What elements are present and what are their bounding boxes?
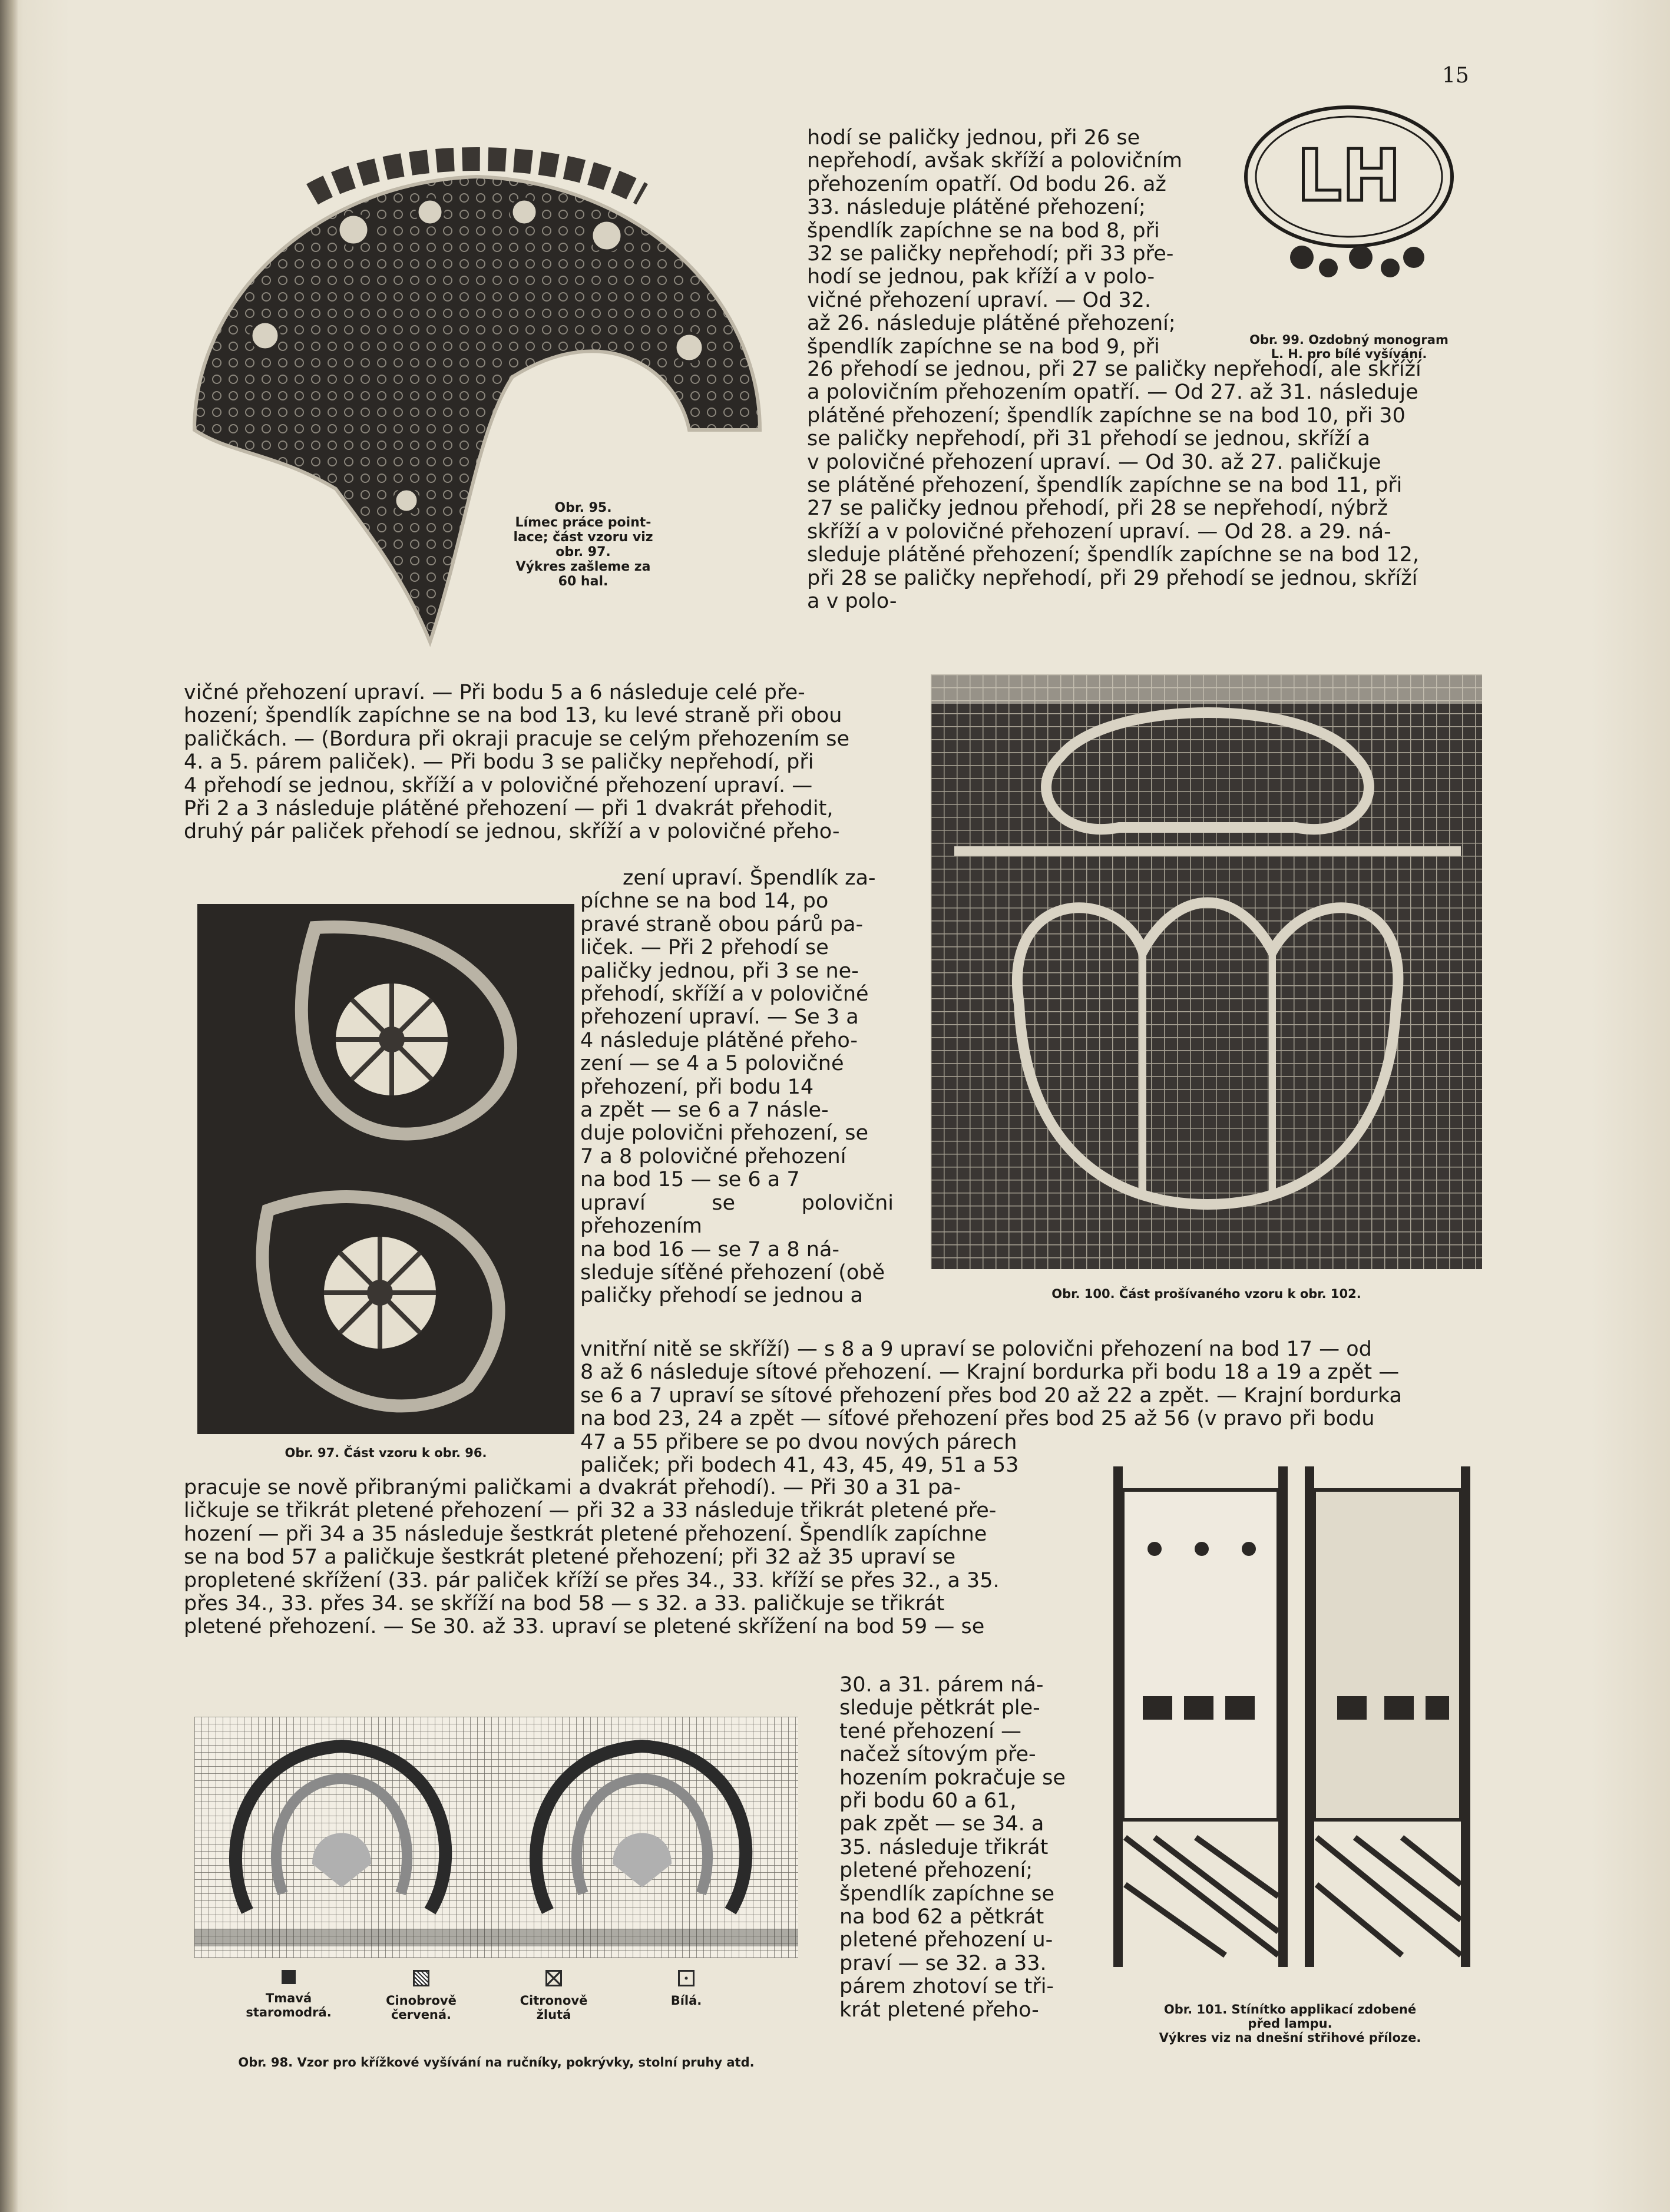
collar-illustration — [159, 124, 795, 660]
text-line: na bod 23, 24 a zpět — síťové přehození přes bod 25 až 56 (v pravo při bodu — [580, 1407, 1375, 1431]
text-line: sleduje pětkrát ple- — [839, 1696, 1040, 1720]
text-line: až 26. následuje plátěné přehození; — [807, 312, 1176, 336]
text-line: sleduje plátěné přehození; špendlík zapíchne se na bod 12, — [807, 543, 1419, 567]
text-line: ličkuje se třikrát pletené přehození — při 32 a 33 následuje třikrát pletené pře- — [184, 1499, 997, 1523]
legend-item-dark-blue — [244, 1970, 333, 2019]
text-line: na bod 16 — se 7 a 8 ná- — [580, 1237, 840, 1261]
text-line: 35. následuje třikrát — [839, 1835, 1049, 1859]
text-line: načež sítovým pře- — [839, 1743, 1036, 1767]
text-line: pak zpět — se 34. a — [839, 1812, 1044, 1836]
crossstitch-chart — [194, 1717, 798, 1958]
text-line: špendlík zapíchne se — [839, 1882, 1055, 1906]
text-line: přehození, při bodu 14 — [580, 1075, 814, 1099]
text-line: a polovičním přehozením opatří. — Od 27. až 31. následuje — [807, 380, 1418, 405]
legend-label: Tmavá staromodrá. — [246, 1991, 332, 2019]
text-column-narrow — [580, 867, 894, 1308]
text-line: upraví se polovični přehozením — [580, 1191, 894, 1239]
legend-swatch-icon — [678, 1970, 695, 1986]
embroidery-illustration — [931, 674, 1482, 1269]
text-line: propletené skřížení (33. pár paliček kříží se přes 34., 33. kříží se přes 32., a 35. — [184, 1568, 1000, 1592]
text-line: 33. následuje plátěné přehození; — [807, 196, 1146, 220]
text-line: paličkách. — (Bordura při okraji pracuje se celým přehozením se — [184, 727, 849, 751]
text-line: sleduje síťěné přehození (obě — [580, 1260, 885, 1284]
text-line: špendlík zapíchne se na bod 8, při — [807, 218, 1160, 243]
text-line: se na bod 57 a paličkuje šestkrát pletené přehození; při 32 až 35 upraví se — [184, 1545, 956, 1569]
text-line: pravé straně obou párů pa- — [580, 912, 864, 936]
text-line: přehození upraví. — Se 3 a — [580, 1005, 859, 1029]
caption-figure-95: Obr. 95. Límec práce point- lace; část vzoru viz obr. 97. Výkres zašleme za 60 hal. — [513, 501, 653, 589]
text-line: přehozením opatří. Od bodu 26. až — [807, 172, 1166, 196]
legend-label: Bílá. — [670, 1994, 702, 2008]
text-line: a v polo- — [807, 590, 897, 614]
text-line: Při 2 a 3 následuje plátěné přehození — při 1 dvakrát přehodit, — [184, 797, 834, 821]
text-line: 7 a 8 polovičné přehození — [580, 1144, 846, 1168]
monogram-letters: LH — [1297, 135, 1401, 217]
text-column-lower-narrow — [580, 1431, 1099, 1478]
caption-figure-99: Obr. 99. Ozdobný monogram L. H. pro bílé vyšívání. — [1249, 333, 1449, 361]
text-column-top — [807, 127, 1203, 359]
monogram-illustration — [1225, 103, 1473, 315]
text-line: 8 až 6 následuje sítové přehození. — Krajní bordurka při bodu 18 a 19 a zpět — — [580, 1360, 1400, 1385]
text-line: hodí se paličky jednou, při 26 se — [807, 126, 1140, 150]
figure-101-screen — [1107, 1461, 1473, 2045]
figure-97-lace — [197, 904, 574, 1460]
text-line: přes 34., 33. přes 34. se skříží na bod 58 — s 32. a 33. paličkuje se třikrát — [184, 1592, 945, 1616]
caption-figure-97: Obr. 97. Část vzoru k obr. 96. — [285, 1446, 487, 1460]
text-line: hozením pokračuje se — [839, 1766, 1066, 1790]
figure-95-collar — [159, 124, 795, 660]
caption-figure-100: Obr. 100. Část prošívaného vzoru k obr. 102. — [1051, 1287, 1361, 1301]
text-line: přehodí, skříží a v polovičné — [580, 982, 869, 1006]
text-line: paličky jednou, při 3 se ne- — [580, 959, 859, 983]
text-line: tené přehození — — [839, 1719, 1022, 1743]
text-line: 26 přehodí se jednou, při 27 se paličky nepřehodí, ale skříží — [807, 357, 1421, 381]
text-line: vičné přehození upraví. — Od 32. — [807, 288, 1152, 312]
text-line: hození — při 34 a 35 následuje šestkrát pletené přehození. Špendlík zapíchne — [184, 1522, 987, 1546]
legend-swatch-icon — [282, 1970, 296, 1984]
legend-swatch-icon — [413, 1970, 429, 1986]
text-line: vičné přehození upraví. — Při bodu 5 a 6 následuje celé pře- — [184, 681, 805, 704]
screen-illustration — [1107, 1461, 1473, 1967]
legend-item-yellow — [510, 1970, 598, 2022]
text-line: se 6 a 7 upraví se sítové přehození přes bod 20 až 22 a zpět. — Krajní bordurka — [580, 1383, 1402, 1408]
text-column-bottom-narrow — [839, 1674, 1075, 2022]
text-line: hodí se jednou, pak kříží a v polo- — [807, 265, 1155, 289]
figure-100-embroidery — [931, 674, 1482, 1301]
text-line: skříží a v polovičné přehození upraví. — Od 28. a 29. ná- — [807, 519, 1391, 544]
caption-figure-98: Obr. 98. Vzor pro křížkové vyšívání na ručníky, pokrývky, stolní pruhy atd. — [238, 2055, 755, 2069]
text-column-middle — [184, 681, 894, 844]
text-line: pletené přehození; — [839, 1859, 1033, 1883]
text-line: praví — se 32. a 33. — [839, 1951, 1047, 1975]
legend-label: Cinobrově červená. — [386, 1994, 457, 2022]
text-line: krát pletené přeho- — [839, 1998, 1039, 2022]
text-line: na bod 15 — se 6 a 7 — [580, 1168, 800, 1192]
text-line: pracuje se nově přibranými paličkami a dvakrát přehodí). — Při 30 a 31 pa- — [184, 1476, 961, 1499]
text-line: zení — se 4 a 5 polovičné — [580, 1052, 844, 1076]
text-line: plátěné přehození; špendlík zapíchne se na bod 10, při 30 — [807, 403, 1406, 428]
text-line: pletené přehození. — Se 30. až 33. upraví se pletené skřížení na bod 59 — se — [184, 1615, 985, 1639]
text-line: nepřehodí, avšak skříží a polovičním — [807, 149, 1182, 173]
text-line: špendlík zapíchne se na bod 9, při — [807, 335, 1160, 359]
text-line: 4 přehodí se jednou, skříží a v polovičné přehození upraví. — — [184, 773, 813, 797]
text-line: duje polovični přehození, se — [580, 1121, 869, 1145]
text-line: 30. a 31. párem ná- — [839, 1673, 1044, 1697]
lace-illustration — [197, 904, 574, 1434]
text-line: 27 se paličky jednou přehodí, při 28 se nepřehodí, nýbrž — [807, 496, 1388, 521]
text-line: zení upraví. Špendlík za- — [623, 866, 876, 890]
text-line: hození; špendlík zapíchne se na bod 13, ku levé straně při obou — [184, 704, 842, 728]
text-column-lower — [580, 1338, 1474, 1431]
text-line: pletené přehození u- — [839, 1928, 1053, 1952]
text-line: liček. — Při 2 přehodí se — [580, 936, 829, 960]
binding-edge — [0, 0, 18, 2212]
text-line: na bod 62 a pětkrát — [839, 1905, 1044, 1929]
text-line: 4. a 5. párem paliček). — Při bodu 3 se paličky nepřehodí, při — [184, 750, 814, 774]
caption-figure-101: Obr. 101. Stínítko applikací zdobené před lampu. Výkres viz na dnešní střihové příloze. — [1159, 2002, 1421, 2045]
text-line: se paličky nepřehodí, při 31 přehodí se jednou, skříží a — [807, 427, 1370, 451]
text-line: v polovičné přehození upraví. — Od 30. až 27. paličkuje — [807, 450, 1381, 474]
text-line: při 28 se paličky nepřehodí, při 29 přehodí se jednou, skříží — [807, 566, 1418, 590]
figure-98-crossstitch — [194, 1717, 798, 2082]
text-line: 32 se paličky nepřehodí; při 33 pře- — [807, 242, 1174, 266]
legend-label: Citronově žlutá — [520, 1994, 588, 2022]
text-line: při bodu 60 a 61, — [839, 1789, 1017, 1813]
text-line: se plátěné přehození, špendlík zapíchne se na bod 11, při — [807, 473, 1403, 498]
text-line: a zpět — se 6 a 7 násle- — [580, 1098, 829, 1122]
text-line: paličky přehodí se jednou a — [580, 1284, 863, 1308]
text-column-wide — [807, 358, 1474, 613]
legend-item-red — [377, 1970, 465, 2022]
text-line: druhý pár paliček přehodí se jednou, skříží a v polovičné přeho- — [184, 820, 840, 844]
legend — [194, 1970, 798, 2052]
legend-swatch-icon — [545, 1970, 562, 1986]
text-line: 47 a 55 přibere se po dvou nových párech — [580, 1430, 1017, 1454]
text-line: paliček; při bodech 41, 43, 45, 49, 51 a 53 — [580, 1453, 1019, 1478]
figure-99-monogram — [1225, 103, 1473, 361]
text-column-bottom-wide — [184, 1476, 1070, 1639]
text-line: píchne se na bod 14, po — [580, 889, 829, 913]
legend-item-white — [642, 1970, 730, 2008]
text-line: 4 následuje plátěné přeho- — [580, 1028, 858, 1052]
text-line: párem zhotoví se tři- — [839, 1975, 1054, 1999]
page-number: 15 — [1442, 64, 1469, 88]
text-line: vnitřní nitě se skříží) — s 8 a 9 upraví se polovični přehození na bod 17 — od — [580, 1337, 1372, 1361]
